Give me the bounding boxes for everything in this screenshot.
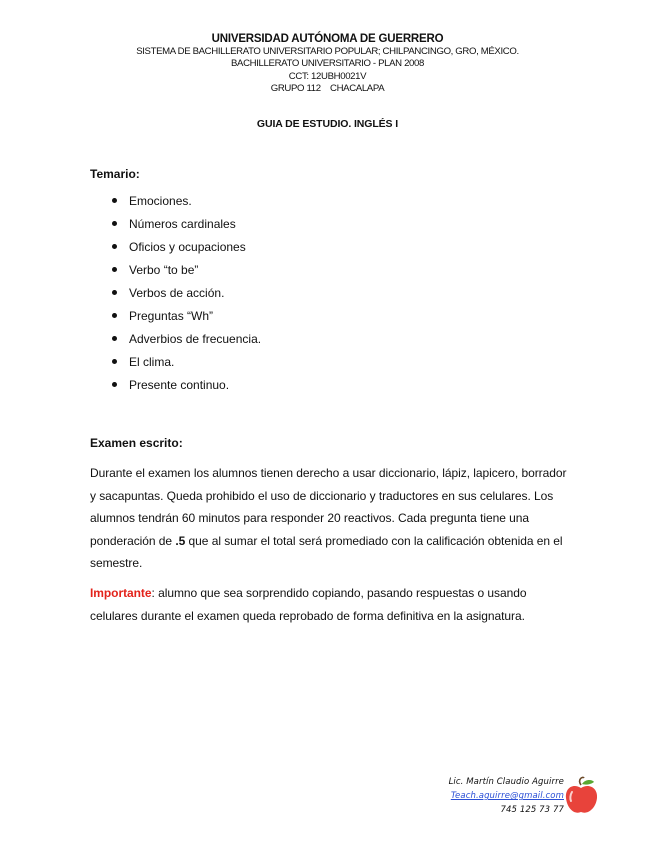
exam-text-end: que al sumar el total será promediado con la calificación obtenida en el semestre.: [90, 533, 563, 571]
list-item: [90, 281, 261, 304]
page-title: GUIA DE ESTUDIO. INGLÉS I: [256, 118, 399, 130]
list-item-label: El clima.: [129, 354, 175, 369]
important-text: : alumno que sea sorprendido copiando, pasando respuestas o usando celulares durante el examen queda reprobado de forma definitiva en la asignatura.: [90, 586, 527, 623]
system-name: SISTEMA DE BACHILLERATO UNIVERSITARIO POPULAR; CHILPANCINGO, GRO, MÉXICO.: [136, 45, 519, 57]
examen-heading: Examen escrito:: [90, 436, 183, 450]
list-item-label: Verbos de acción.: [129, 285, 225, 300]
list-item: [90, 235, 261, 258]
list-item: [90, 212, 261, 235]
author-name: Lic. Martín Claudio Aguirre: [448, 777, 564, 787]
bullet-icon: [112, 313, 117, 318]
list-item-label: Números cardinales: [129, 216, 236, 231]
university-name: UNIVERSIDAD AUTÓNOMA DE GUERRERO: [211, 33, 444, 45]
apple-icon: [563, 776, 599, 816]
group-name: GRUPO 112 CHACALAPA: [270, 83, 385, 94]
document-header: [0, 33, 655, 96]
bullet-icon: [112, 359, 117, 364]
temario-heading: Temario:: [90, 167, 140, 181]
list-item: [90, 258, 261, 281]
important-paragraph: [90, 582, 570, 627]
list-item: [90, 350, 261, 373]
cct-code: CCT: 12UBH0021V: [288, 70, 367, 82]
exam-paragraph: [90, 462, 570, 575]
list-item-label: Oficios y ocupaciones: [129, 239, 246, 254]
list-item-label: Presente continuo.: [129, 377, 230, 392]
bullet-icon: [112, 244, 117, 249]
email-link[interactable]: Teach.aguirre@gmail.com: [450, 791, 564, 801]
bullet-icon: [112, 221, 117, 226]
bullet-icon: [112, 267, 117, 272]
program-name: BACHILLERATO UNIVERSITARIO - PLAN 2008: [230, 58, 425, 69]
list-item-label: Adverbios de frecuencia.: [129, 331, 262, 346]
exam-text-start: Durante el examen los alumnos tienen derecho a usar diccionario, lápiz, lapicero, borrador y sacapuntas. Queda prohibido el uso de diccionario y traductores en sus celulares. Los alumnos tendrán 60 minutos para responder 20 reactivos. Cada pregunta tiene una ponderación de: [90, 466, 567, 548]
exam-weight-value: .5: [175, 533, 186, 548]
list-item-label: Preguntas “Wh”: [129, 308, 214, 323]
bullet-icon: [112, 290, 117, 295]
bullet-icon: [112, 198, 117, 203]
signature-block: [449, 775, 564, 817]
list-item: [90, 327, 261, 350]
bullet-icon: [112, 382, 117, 387]
topic-list: [90, 189, 261, 396]
bullet-icon: [112, 336, 117, 341]
important-label: Importante: [90, 586, 152, 600]
list-item: [90, 189, 261, 212]
list-item: [90, 373, 261, 396]
phone-number: 745 125 73 77: [500, 805, 564, 815]
list-item-label: Verbo “to be”: [129, 262, 199, 277]
list-item: [90, 304, 261, 327]
list-item-label: Emociones.: [129, 193, 192, 208]
